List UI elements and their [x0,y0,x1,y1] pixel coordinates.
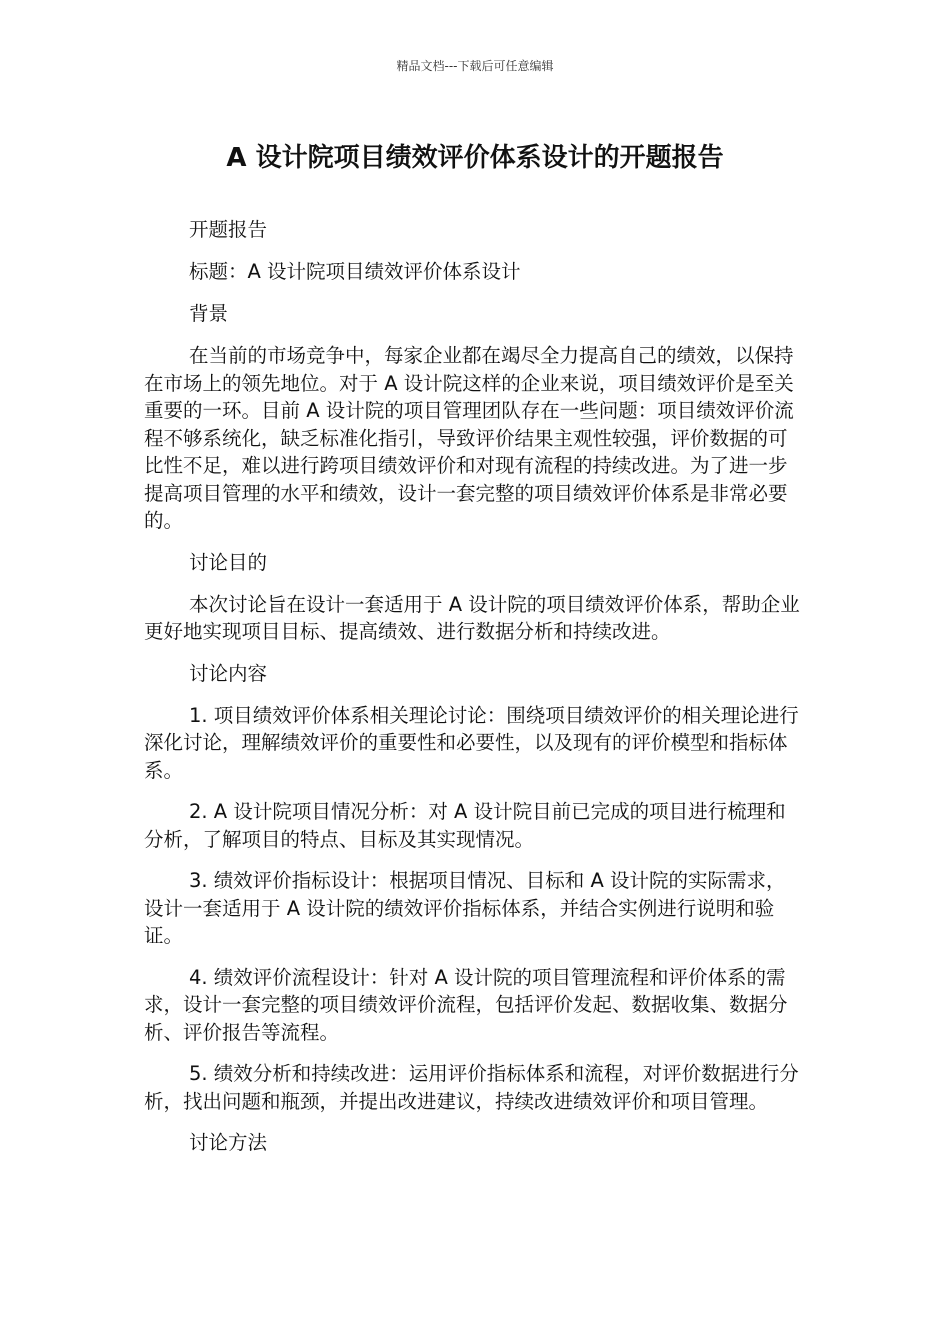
content-item-3: 3. 绩效评价指标设计：根据项目情况、目标和 A 设计院的实际需求，设计一套适用于 A 设计院的绩效评价指标体系，并结合实例进行说明和验证。 [144,869,786,947]
paragraph-background: 在当前的市场竞争中，每家企业都在竭尽全力提高自己的绩效，以保持在市场上的领先地位。对于 A 设计院这样的企业来说，项目绩效评价是至关重要的一环。目前 A 设计院的项目管理团队存在一些问题：项目绩效评价流程不够系统化，缺乏标准化指引，导致评价结果主观性较强，评价数据的可比性不足，难以进行跨项目绩效评价和对现有流程的持续改进。为了进一步提高项目管理的水平和绩效，设计一套完整的项目绩效评价体系是非常必要的。 [144,344,794,532]
content-item-2: 2. A 设计院项目情况分析：对 A 设计院目前已完成的项目进行梳理和分析，了解项目的特点、目标及其实现情况。 [144,800,786,851]
heading-purpose: 讨论目的 [189,550,268,574]
heading-method: 讨论方法 [189,1131,268,1154]
content-item-1: 1. 项目绩效评价体系相关理论讨论：围绕项目绩效评价的相关理论进行深化讨论，理解绩效评价的重要性和必要性，以及现有的评价模型和指标体系。 [144,703,799,782]
content-item-5: 5. 绩效分析和持续改进：运用评价指标体系和流程，对评价数据进行分析，找出问题和瓶颈，并提出改进建议，持续改进绩效评价和项目管理。 [144,1062,799,1113]
document-body [144,216,804,1171]
report-topic: 标题：A 设计院项目绩效评价体系设计 [189,260,521,283]
heading-background: 背景 [189,302,229,325]
section-label-report: 开题报告 [189,218,268,241]
heading-content: 讨论内容 [189,661,268,685]
document-title: A 设计院项目绩效评价体系设计的开题报告 [226,143,724,173]
content-item-4: 4. 绩效评价流程设计：针对 A 设计院的项目管理流程和评价体系的需求，设计一套完整的项目绩效评价流程，包括评价发起、数据收集、数据分析、评价报告等流程。 [144,965,788,1044]
paragraph-purpose: 本次讨论旨在设计一套适用于 A 设计院的项目绩效评价体系，帮助企业更好地实现项目目标、提高绩效、进行数据分析和持续改进。 [144,592,800,643]
header-note: 精品文档---下载后可任意编辑 [396,59,554,73]
